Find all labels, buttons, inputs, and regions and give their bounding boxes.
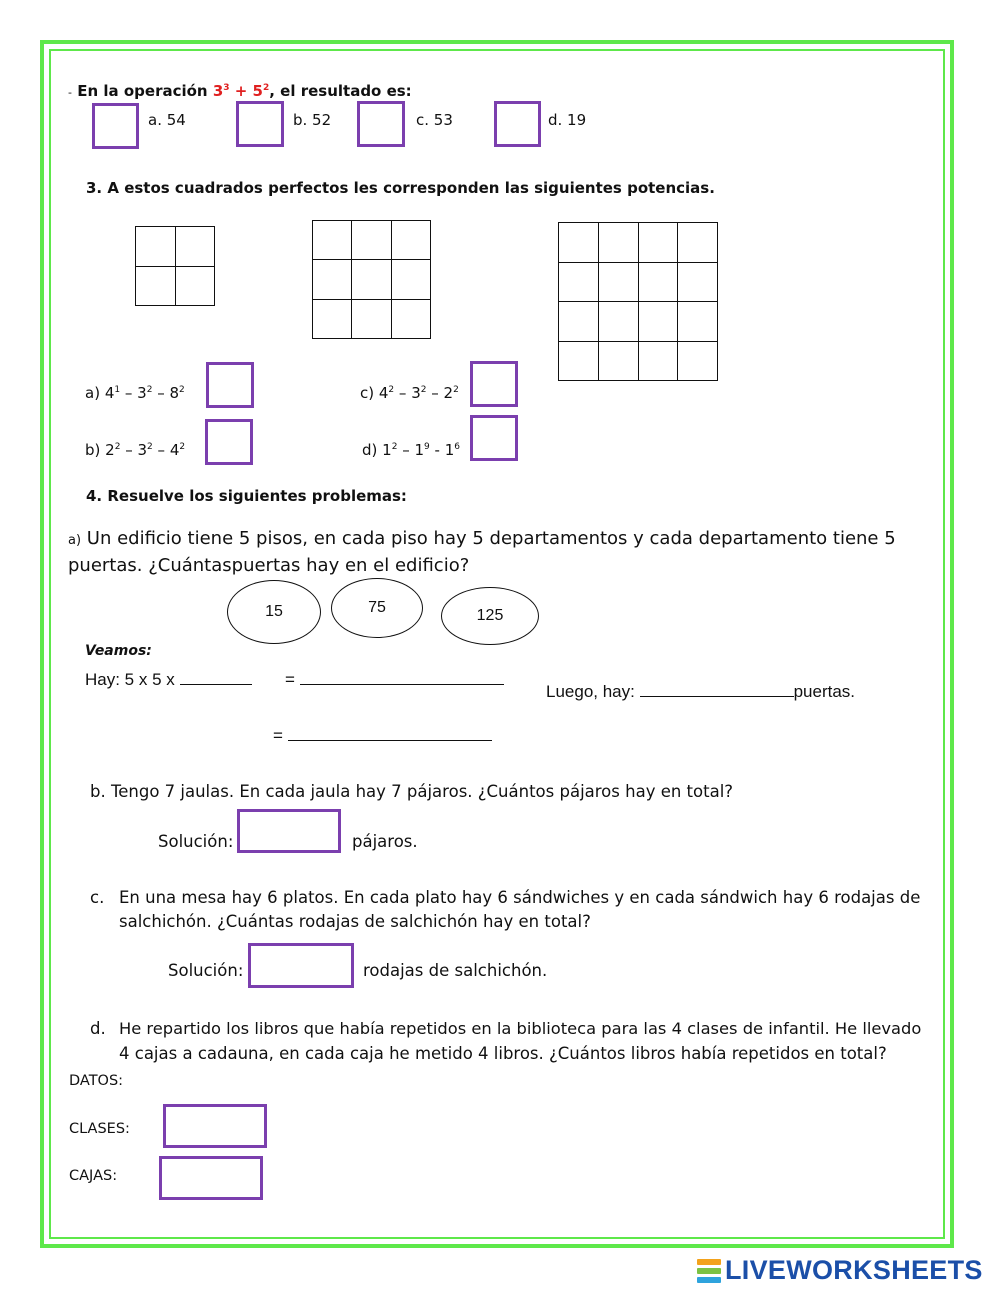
- q4a-blank-factor[interactable]: [180, 684, 252, 685]
- q4c-unit: rodajas de salchichón.: [363, 961, 548, 980]
- q4d-line1: He repartido los libros que había repetidos en la biblioteca para las 4 clases de infantil. He llevado: [119, 1019, 922, 1038]
- q3-heading: 3. A estos cuadrados perfectos les corresponden las siguientes potencias.: [86, 179, 715, 197]
- q2-suffix: , el resultado es:: [269, 82, 412, 100]
- q4a-blank-result-1[interactable]: [300, 684, 504, 685]
- q4b-text: b. Tengo 7 jaulas. En cada jaula hay 7 pájaros. ¿Cuántos pájaros hay en total?: [90, 782, 734, 801]
- q4d-line2: 4 cajas a cadauna, en cada caja he metido 4 libros. ¿Cuántos libros había repetidos en total?: [119, 1044, 887, 1063]
- q4d-clases-box[interactable]: [163, 1104, 267, 1148]
- q2-option-b: b. 52: [293, 111, 332, 129]
- q2-op-b: $5^2$: [252, 82, 270, 100]
- liveworksheets-logo: [697, 1255, 983, 1286]
- q4c-answer-box[interactable]: [248, 943, 354, 988]
- q2-dash: -: [68, 86, 72, 99]
- q4d-cajas-label: CAJAS:: [69, 1168, 118, 1184]
- perfect-square-4x4: [558, 222, 718, 381]
- q4c-solucion-label: Solución:: [168, 961, 244, 980]
- liveworksheets-mark-icon: [697, 1259, 721, 1283]
- q2-answer-box-c[interactable]: [357, 101, 405, 147]
- q3-option-a: a) $4^1 - 3^2 - 8^2$: [85, 384, 185, 402]
- q2-option-d: d. 19: [548, 111, 587, 129]
- q3-answer-box-c[interactable]: [470, 361, 518, 407]
- q2-option-c: c. 53: [416, 111, 453, 129]
- perfect-square-3x3: [312, 220, 431, 339]
- q4a-result-line-2: =: [273, 726, 492, 746]
- q2-answer-box-b[interactable]: [236, 101, 284, 147]
- q2-op-plus: +: [229, 82, 253, 100]
- q4a-work-line: Hay: 5 x 5 x: [85, 670, 252, 690]
- q4a-blank-puertas[interactable]: [640, 696, 794, 697]
- q2-op-a: $3^3$: [212, 82, 230, 100]
- q3-option-b: b) $2^2 - 3^2 - 4^2$: [85, 441, 186, 459]
- q2-prompt: [68, 82, 412, 100]
- q3-answer-box-d[interactable]: [470, 415, 518, 461]
- q4d-label: d.: [90, 1019, 106, 1038]
- q3-option-d: d) $1^2 - 1^9 - 1^6$: [362, 441, 460, 459]
- q3-option-c: c) $4^2 - 3^2 - 2^2$: [360, 384, 459, 402]
- q4d-cajas-box[interactable]: [159, 1156, 263, 1200]
- liveworksheets-brand-text: LIVEWORKSHEETS: [725, 1255, 983, 1285]
- q4a-line2: puertas. ¿Cuántaspuertas hay en el edificio?: [68, 555, 470, 576]
- q4c-line1: En una mesa hay 6 platos. En cada plato hay 6 sándwiches y en cada sándwich hay 6 rodajas de: [119, 888, 921, 907]
- q4-heading: 4. Resuelve los siguientes problemas:: [86, 487, 407, 505]
- q4a-blank-result-2[interactable]: [288, 740, 492, 741]
- q4d-clases-label: CLASES:: [69, 1121, 130, 1137]
- q4a-option-oval-125[interactable]: 125: [441, 587, 539, 645]
- q4d-datos-label: DATOS:: [69, 1073, 124, 1089]
- q4b-unit: pájaros.: [352, 832, 418, 851]
- q4a-line1: a) Un edificio tiene 5 pisos, en cada piso hay 5 departamentos y cada departamento tiene 5: [68, 528, 896, 549]
- q4b-solucion-label: Solución:: [158, 832, 234, 851]
- q4b-answer-box[interactable]: [237, 809, 341, 853]
- q2-answer-box-a[interactable]: [92, 103, 139, 149]
- q4c-line2: salchichón. ¿Cuántas rodajas de salchichón hay en total?: [119, 912, 591, 931]
- q4a-luego-line: Luego, hay: puertas.: [546, 682, 856, 701]
- q4a-option-oval-75[interactable]: 75: [331, 578, 423, 638]
- q4a-veamos-label: Veamos:: [85, 643, 152, 659]
- q4a-result-line-1: =: [285, 670, 504, 690]
- q3-answer-box-a[interactable]: [206, 362, 254, 408]
- q3-answer-box-b[interactable]: [205, 419, 253, 465]
- q2-option-a: a. 54: [148, 111, 186, 129]
- q4a-option-oval-15[interactable]: 15: [227, 580, 321, 644]
- q2-prefix: En la operación: [77, 82, 213, 100]
- q2-answer-box-d[interactable]: [494, 101, 541, 147]
- q4c-label: c.: [90, 888, 105, 907]
- perfect-square-2x2: [135, 226, 215, 306]
